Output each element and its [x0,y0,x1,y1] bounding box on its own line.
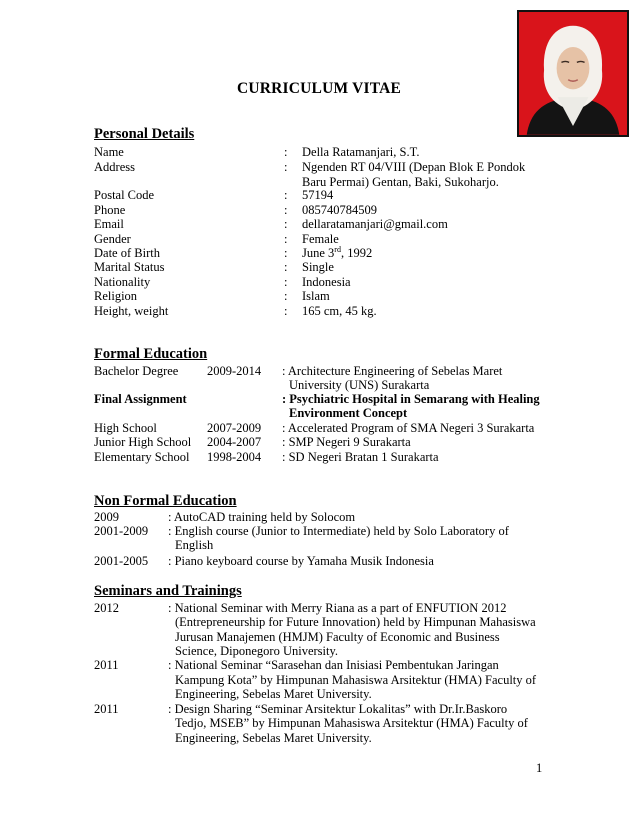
colon: : [284,289,288,303]
seminar-year: 2011 [94,658,119,672]
value-postal-code: 57194 [302,188,334,202]
edu-desc-bachelor-line2: University (UNS) Surakarta [289,378,430,392]
edu-desc-high-school: : Accelerated Program of SMA Negeri 3 Surakarta [282,421,535,435]
seminar-desc: : National Seminar with Merry Riana as a part of ENFUTION 2012 [168,601,507,615]
value-address-line2: Baru Permai) Gentan, Baki, Sukoharjo. [302,175,499,189]
label-religion: Religion [94,289,138,303]
nonformal-year: 2001-2005 [94,554,149,568]
edu-years-junior-high: 2004-2007 [207,435,262,449]
value-nationality: Indonesia [302,275,351,289]
label-postal-code: Postal Code [94,188,155,202]
edu-level-bachelor: Bachelor Degree [94,364,179,378]
nonformal-year: 2009 [94,510,119,524]
colon: : [284,275,288,289]
dob-day: June 3 [302,246,335,260]
final-assignment-label: Final Assignment [94,392,187,406]
nonformal-desc: : Piano keyboard course by Yamaha Musik Indonesia [168,554,434,568]
label-email: Email [94,217,124,231]
dob-suffix: rd [334,244,341,254]
edu-desc-elementary: : SD Negeri Bratan 1 Surakarta [282,450,439,464]
seminar-desc: Engineering, Sebelas Maret University. [175,731,372,745]
final-assignment-desc-line2: Environment Concept [289,406,408,420]
value-date-of-birth [302,246,372,261]
edu-level-elementary: Elementary School [94,450,190,464]
personal-details-heading: Personal Details [94,126,195,142]
nonformal-year: 2001-2009 [94,524,149,538]
profile-photo [517,10,629,137]
seminar-desc: Tedjo, MSEB” by Himpunan Mahasiswa Arsitektur (HMA) Faculty of [175,716,528,730]
label-address: Address [94,160,135,174]
edu-level-junior-high: Junior High School [94,435,192,449]
colon: : [284,304,288,318]
nonformal-desc: : AutoCAD training held by Solocom [168,510,356,524]
label-phone: Phone [94,203,126,217]
colon: : [284,188,288,202]
page-number: 1 [536,761,543,775]
colon: : [284,246,288,260]
edu-years-elementary: 1998-2004 [207,450,262,464]
seminar-desc: Jurusan Manajemen (HMJM) Faculty of Economic and Business [175,630,500,644]
seminar-desc: Engineering, Sebelas Maret University. [175,687,372,701]
edu-desc-junior-high: : SMP Negeri 9 Surakarta [282,435,411,449]
seminar-desc: Science, Diponegoro University. [175,644,339,658]
label-name: Name [94,145,124,159]
value-height-weight: 165 cm, 45 kg. [302,304,377,318]
seminar-desc: Kampung Kota” by Himpunan Mahasiswa Arsitektur (HMA) Faculty of [175,673,537,687]
value-religion: Islam [302,289,330,303]
dob-year: , 1992 [340,246,373,260]
seminars-trainings-heading: Seminars and Trainings [94,583,242,599]
nonformal-desc-line2: English [175,538,214,552]
label-marital-status: Marital Status [94,260,165,274]
nonformal-desc: : English course (Junior to Intermediate) held by Solo Laboratory of [168,524,509,538]
edu-years-bachelor: 2009-2014 [207,364,262,378]
colon: : [284,160,288,174]
value-email: dellaratamanjari@gmail.com [302,217,448,231]
label-nationality: Nationality [94,275,151,289]
person-portrait-icon [519,12,627,135]
value-marital-status: Single [302,260,334,274]
non-formal-education-heading: Non Formal Education [94,493,237,509]
seminar-year: 2011 [94,702,119,716]
label-gender: Gender [94,232,131,246]
final-assignment-desc: : Psychiatric Hospital in Semarang with Healing [282,392,540,406]
colon: : [284,145,288,159]
colon: : [284,203,288,217]
label-date-of-birth: Date of Birth [94,246,160,260]
seminar-desc: (Entrepreneurship for Future Innovation) held by Himpunan Mahasiswa [175,615,536,629]
edu-years-high-school: 2007-2009 [207,421,262,435]
colon: : [284,260,288,274]
seminar-desc: : Design Sharing “Seminar Arsitektur Lokalitas” with Dr.Ir.Baskoro [168,702,508,716]
formal-education-heading: Formal Education [94,346,208,362]
colon: : [284,217,288,231]
colon: : [284,232,288,246]
edu-level-high-school: High School [94,421,157,435]
seminar-year: 2012 [94,601,119,615]
document-title: CURRICULUM VITAE [236,80,402,97]
edu-desc-bachelor: : Architecture Engineering of Sebelas Maret [282,364,503,378]
label-height-weight: Height, weight [94,304,169,318]
value-address-line1: Ngenden RT 04/VIII (Depan Blok E Pondok [302,160,526,174]
value-gender: Female [302,232,339,246]
value-name: Della Ratamanjari, S.T. [302,145,420,159]
seminar-desc: : National Seminar “Sarasehan dan Inisiasi Pembentukan Jaringan [168,658,499,672]
value-phone: 085740784509 [302,203,377,217]
